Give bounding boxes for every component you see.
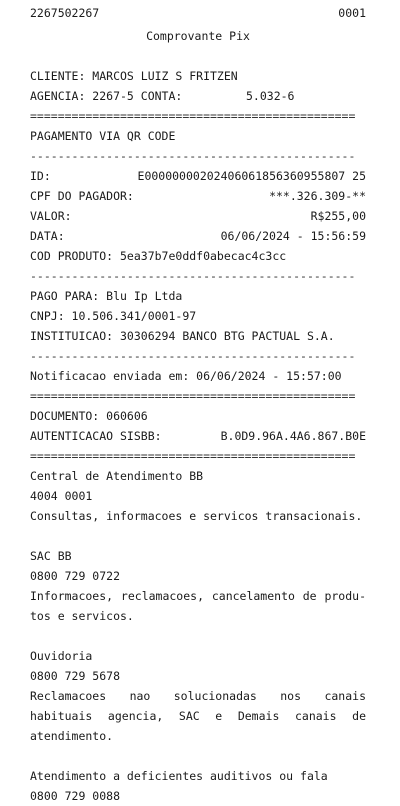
id-value: E00000000202406061856360955807 25: [137, 169, 366, 183]
double-separator: ===============================================: [30, 109, 356, 123]
central-description: Consultas, informacoes e servicos transacionais.: [30, 509, 363, 523]
agency-account-line: [30, 86, 366, 106]
header-left-code: 2267502267: [30, 6, 100, 20]
ombudsman-description-line1: Reclamacoes nao solucionadas nos canais: [30, 689, 366, 703]
date-value: 06/06/2024 - 15:56:59: [220, 229, 366, 243]
authentication-row: [30, 426, 366, 446]
hearing-impaired-title: Atendimento a deficientes auditivos ou fala: [30, 769, 328, 783]
cpf-row: [30, 186, 366, 206]
date-label: DATA:: [30, 229, 65, 243]
payment-heading: PAGAMENTO VIA QR CODE: [30, 129, 176, 143]
cpf-label: CPF DO PAGADOR:: [30, 189, 134, 203]
institution: INSTITUICAO: 30306294 BANCO BTG PACTUAL S.A.: [30, 329, 335, 343]
amount-label: VALOR:: [30, 209, 72, 223]
authentication-label: AUTENTICACAO SISBB:: [30, 429, 162, 443]
single-separator: -----------------------------------------------: [30, 349, 356, 363]
cnpj: CNPJ: 10.506.341/0001-97: [30, 309, 197, 323]
amount-value: R$255,00: [310, 209, 366, 223]
sac-phone: 0800 729 0722: [30, 569, 121, 583]
receipt-title: Comprovante Pix: [146, 29, 250, 43]
cpf-value: ***.326.309-**: [269, 189, 366, 203]
authentication-value: B.0D9.96A.4A6.867.B0E: [220, 429, 366, 443]
ombudsman-title: Ouvidoria: [30, 649, 93, 663]
paid-to: PAGO PARA: Blu Ip Ltda: [30, 289, 183, 303]
sac-description-line2: tos e servicos.: [30, 609, 134, 623]
product-code: COD PRODUTO: 5ea37b7e0ddf0abecac4c3cc: [30, 249, 287, 263]
amount-row: [30, 206, 366, 226]
double-separator: ===============================================: [30, 389, 356, 403]
central-title: Central de Atendimento BB: [30, 469, 204, 483]
account-value: 5.032-6: [246, 89, 295, 103]
sac-title: SAC BB: [30, 549, 72, 563]
header-right-code: 0001: [338, 6, 366, 20]
central-phone: 4004 0001: [30, 489, 93, 503]
sac-description-line1: Informacoes, reclamacoes, cancelamento de produ-: [30, 589, 366, 603]
document-number: DOCUMENTO: 060606: [30, 409, 148, 423]
single-separator: -----------------------------------------------: [30, 149, 356, 163]
client-line: CLIENTE: MARCOS LUIZ S FRITZEN: [30, 69, 238, 83]
notification-sent: Notificacao enviada em: 06/06/2024 - 15:57:00: [30, 369, 342, 383]
ombudsman-description-line2: habituais agencia, SAC e Demais canais de: [30, 709, 366, 723]
id-row: [30, 166, 366, 186]
hearing-impaired-phone: 0800 729 0088: [30, 789, 121, 803]
id-label: ID:: [30, 169, 51, 183]
double-separator: ===============================================: [30, 449, 356, 463]
date-row: [30, 226, 366, 246]
ombudsman-phone: 0800 729 5678: [30, 669, 121, 683]
single-separator: -----------------------------------------------: [30, 269, 356, 283]
ombudsman-description-line3: atendimento.: [30, 729, 114, 743]
agency-label: AGENCIA: 2267-5 CONTA:: [30, 89, 183, 103]
